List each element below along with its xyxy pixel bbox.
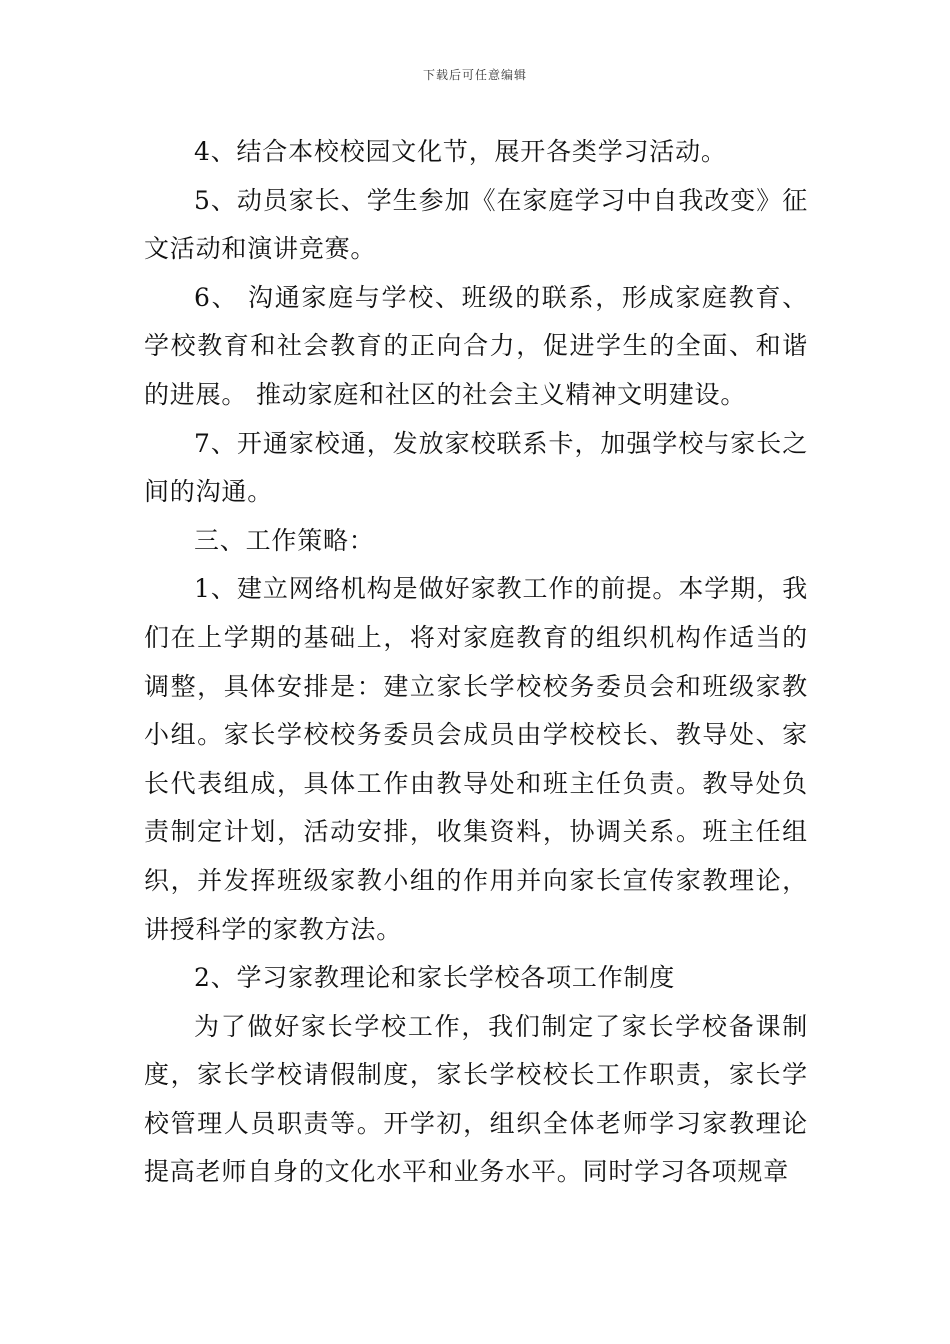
paragraph-item-5: 5、动员家长、学生参加《在家庭学习中自我改变》征文活动和演讲竞赛。 xyxy=(144,185,808,264)
strategy-paragraph-2-heading: 2、学习家教理论和家长学校各项工作制度 xyxy=(194,963,676,993)
paragraph-item-4: 4、结合本校校园文化节，展开各类学习活动。 xyxy=(194,137,727,166)
paragraph-item-6: 6、 沟通家庭与学校、班级的联系，形成家庭教育、学校教育和社会教育的正向合力，促进学生的全面、和谐的进展。 推动家庭和社区的社会主义精神文明建设。 xyxy=(144,282,808,409)
strategy-paragraph-1: 1、建立网络机构是做好家教工作的前提。本学期，我们在上学期的基础上，将对家庭教育的组织机构作适当的调整，具体安排是：建立家长学校校务委员会和班级家教小组。家长学校校务委员会成员由学校校长、教导处、家长代表组成，具体工作由教导处和班主任负责。教导处负责制定计划，活动安排，收集资料，协调关系。班主任组织，并发挥班级家教小组的作用并向家长宣传家教理论，讲授科学的家教方法。 xyxy=(144,574,808,944)
document-body xyxy=(144,128,808,1197)
header-note: 下载后可任意编辑 xyxy=(422,68,527,82)
strategy-paragraph-2-body: 为了做好家长学校工作，我们制定了家长学校备课制度，家长学校请假制度，家长学校校长工作职责，家长学校管理人员职责等。开学初，组织全体老师学习家教理论提高老师自身的文化水平和业务水平。同时学习各项规章 xyxy=(144,1011,808,1187)
paragraph-item-7: 7、开通家校通，发放家校联系卡，加强学校与家长之间的沟通。 xyxy=(144,428,808,507)
section-heading-strategy: 三、工作策略： xyxy=(194,525,375,555)
